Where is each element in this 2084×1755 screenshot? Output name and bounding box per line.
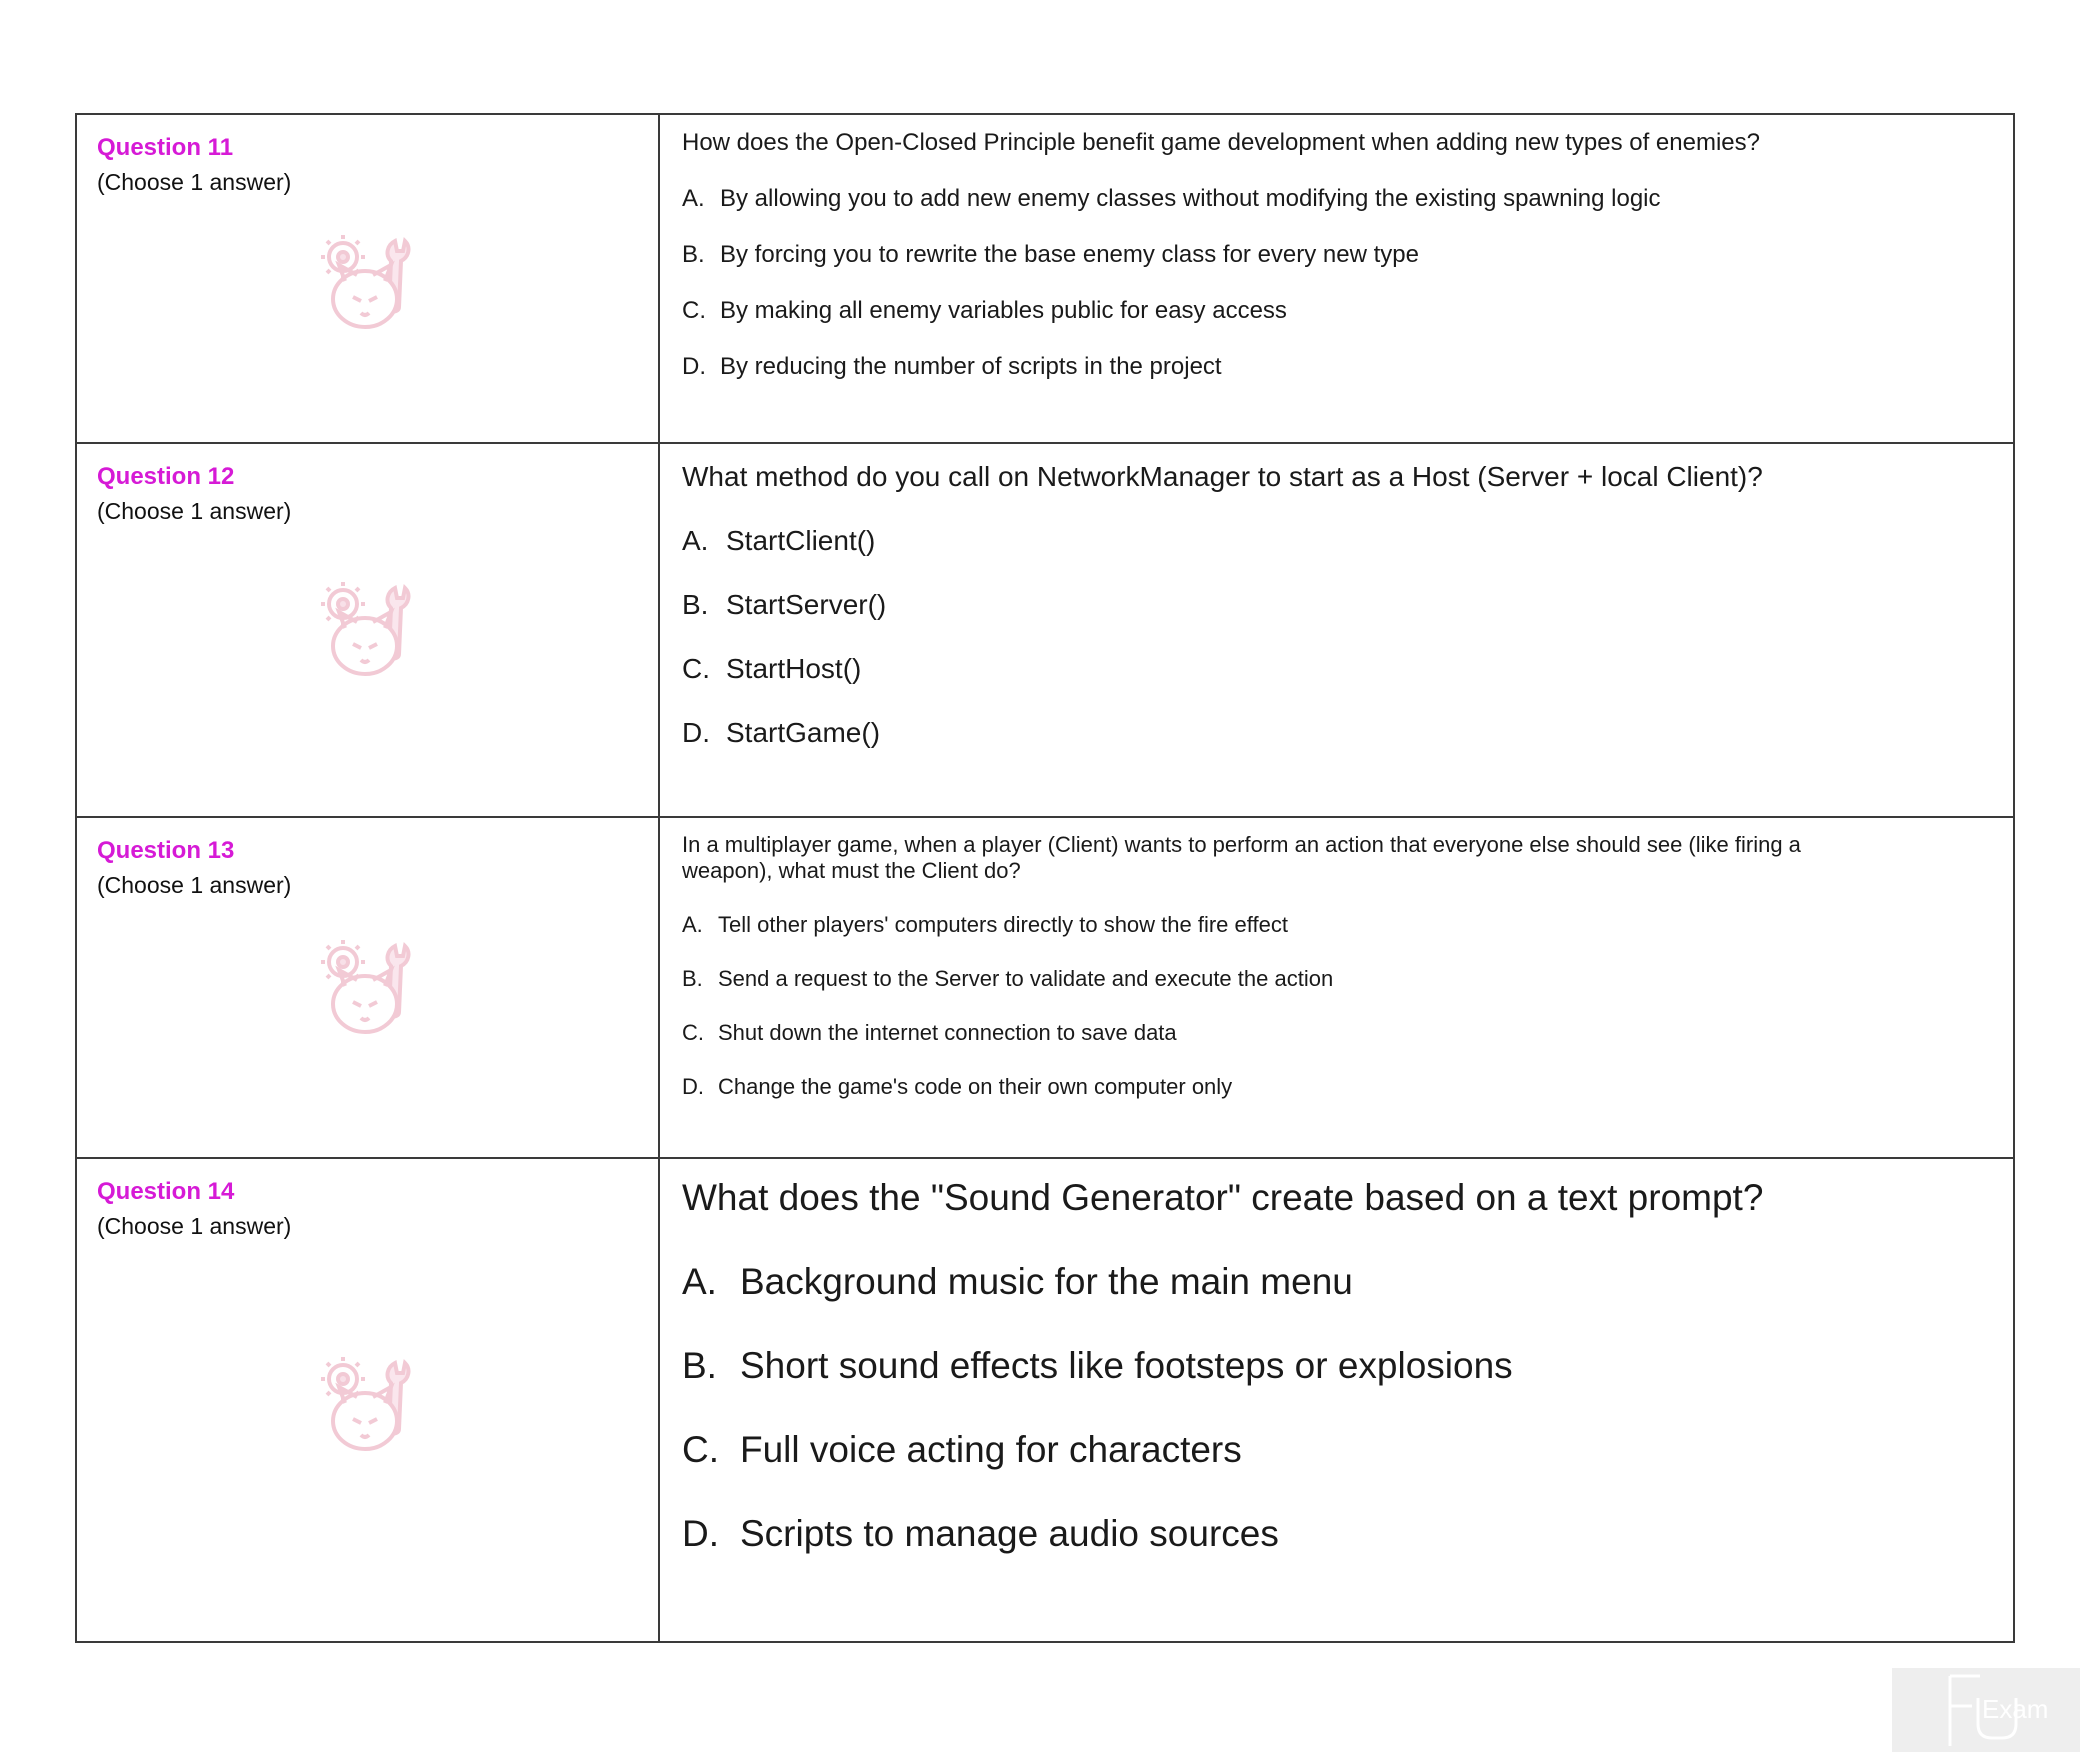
question-number: Question 14 [97, 1178, 235, 1205]
answer-option[interactable] [682, 1427, 1993, 1473]
option-text: StartServer() [726, 589, 887, 620]
answer-option[interactable] [682, 586, 1993, 624]
gear-wrench-cat-icon [317, 938, 427, 1038]
question-stem: How does the Open-Closed Principle benefit game development when adding new types of enemies? [682, 129, 1760, 156]
option-letter: A. [682, 525, 709, 556]
answer-option[interactable] [682, 1511, 1993, 1557]
option-text: By reducing the number of scripts in the project [720, 353, 1222, 380]
option-text: Short sound effects like footsteps or explosions [740, 1345, 1513, 1386]
option-letter: C. [682, 1429, 719, 1470]
answer-option[interactable] [682, 1074, 1833, 1100]
question-row [76, 1158, 2014, 1642]
question-header-cell [76, 1158, 659, 1642]
answer-option[interactable] [682, 1343, 1993, 1389]
answer-option[interactable] [682, 912, 1833, 938]
answer-option[interactable] [682, 295, 1993, 327]
watermark-text: Exam [1982, 1694, 2049, 1724]
question-instruction: (Choose 1 answer) [97, 1213, 292, 1239]
option-text: Full voice acting for characters [740, 1429, 1242, 1470]
question-instruction: (Choose 1 answer) [97, 498, 292, 524]
option-text: By making all enemy variables public for easy access [720, 297, 1287, 324]
option-text: StartClient() [726, 525, 876, 556]
fu-exam-logo-watermark [1892, 1668, 2080, 1752]
answer-option[interactable] [682, 351, 1993, 383]
option-text: Scripts to manage audio sources [740, 1513, 1279, 1554]
answer-option[interactable] [682, 183, 1993, 215]
option-text: By allowing you to add new enemy classes without modifying the existing spawning logic [720, 185, 1661, 212]
option-text: Send a request to the Server to validate and execute the action [718, 966, 1334, 991]
option-letter: B. [682, 241, 705, 268]
option-text: Background music for the main menu [740, 1261, 1353, 1302]
question-content-cell [659, 443, 2014, 817]
option-letter: C. [682, 653, 710, 684]
question-number: Question 11 [97, 134, 234, 161]
gear-wrench-cat-icon [317, 233, 427, 333]
answer-option[interactable] [682, 1020, 1833, 1046]
question-content-cell [659, 114, 2014, 443]
option-letter: C. [682, 1020, 704, 1045]
answer-option[interactable] [682, 239, 1993, 271]
question-content-cell [659, 1158, 2014, 1642]
answer-option[interactable] [682, 1259, 1993, 1305]
gear-wrench-cat-icon [317, 580, 427, 680]
question-stem: In a multiplayer game, when a player (Client) wants to perform an action that everyone else should see (like firing a weapon), what must the Client do? [682, 832, 1801, 883]
question-row [76, 817, 2014, 1158]
option-text: Change the game's code on their own computer only [718, 1074, 1233, 1099]
option-letter: A. [682, 185, 705, 212]
option-letter: D. [682, 353, 706, 380]
question-stem: What method do you call on NetworkManager to start as a Host (Server + local Client)? [682, 461, 1763, 492]
question-row [76, 443, 2014, 817]
question-number: Question 12 [97, 463, 235, 490]
option-letter: A. [682, 912, 703, 937]
answer-option[interactable] [682, 966, 1833, 992]
question-table [75, 113, 2015, 1643]
option-letter: B. [682, 589, 709, 620]
question-number: Question 13 [97, 837, 235, 864]
option-letter: B. [682, 1345, 717, 1386]
option-text: StartHost() [726, 653, 862, 684]
question-header-cell [76, 443, 659, 817]
gear-wrench-cat-icon [317, 1355, 427, 1455]
option-text: By forcing you to rewrite the base enemy class for every new type [720, 241, 1419, 268]
option-letter: D. [682, 1513, 719, 1554]
option-letter: A. [682, 1261, 717, 1302]
option-text: StartGame() [726, 717, 881, 748]
question-stem: What does the "Sound Generator" create based on a text prompt? [682, 1177, 1764, 1218]
question-instruction: (Choose 1 answer) [97, 872, 292, 898]
question-header-cell [76, 114, 659, 443]
question-header-cell [76, 817, 659, 1158]
answer-option[interactable] [682, 714, 1993, 752]
option-letter: B. [682, 966, 703, 991]
question-row [76, 114, 2014, 443]
option-letter: C. [682, 297, 706, 324]
option-letter: D. [682, 717, 710, 748]
answer-option[interactable] [682, 650, 1993, 688]
option-text: Shut down the internet connection to save data [718, 1020, 1177, 1045]
option-text: Tell other players' computers directly to show the fire effect [718, 912, 1288, 937]
answer-option[interactable] [682, 522, 1993, 560]
question-instruction: (Choose 1 answer) [97, 169, 292, 195]
option-letter: D. [682, 1074, 704, 1099]
question-content-cell [659, 817, 2014, 1158]
